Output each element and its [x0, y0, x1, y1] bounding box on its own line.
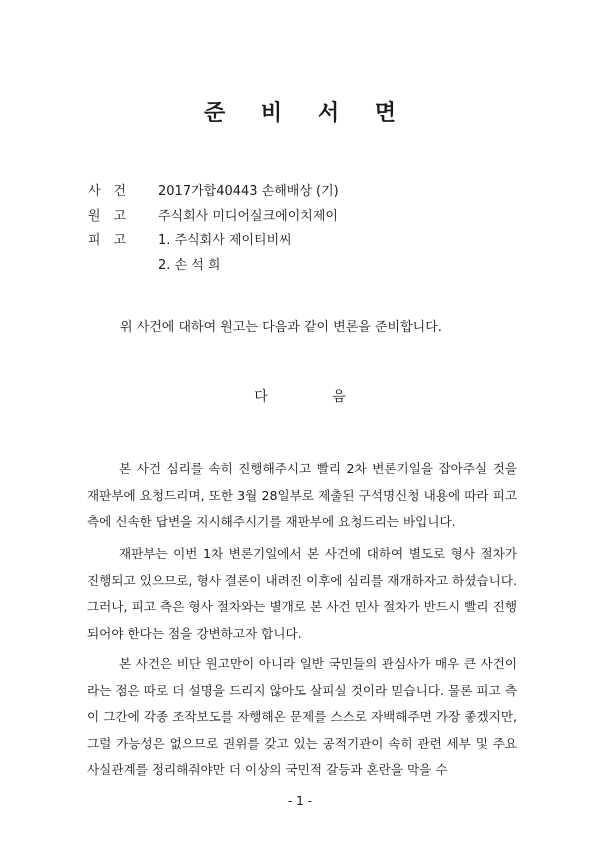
plaintiff-name: 주식회사 미디어실크에이치제이	[158, 208, 338, 224]
section-heading: 다 음	[254, 389, 376, 405]
case-label-a: 사	[88, 184, 101, 199]
paragraph-2: 재판부는 이번 1차 변론기일에서 본 사건에 대하여 별도로 형사 절차가 진행되고 있으므로, 형사 결론이 내려진 이후에 심리를 재개하자고 하셨습니다. 그러나, 피고 측은 형사 절차와는 별개로 본 사건 민사 절차가 반드시 빨리 진행되어야 한다는 점을 강변하고자 합니다.	[87, 546, 517, 641]
page-number: - 1 -	[288, 794, 312, 808]
paragraph-3: 본 사건은 비단 원고만이 아니라 일반 국민들의 관심사가 매우 큰 사건이라는 점은 따로 더 설명을 드리지 않아도 살피실 것이라 믿습니다. 물론 피고 측이 그간에 각종 조작보도를 자행해온 문제를 스스로 자백해주면 가장 좋겠지만, 그럴 가능성은 없으므로 권위를 갖고 있는 공적기관이 속히 관련 세부 및 주요 사실관계를 정리해줘야만 더 이상의 국민적 갈등과 혼란을 막을 수	[87, 656, 517, 777]
defendant-1: 1. 주식회사 제이티비씨	[158, 233, 292, 248]
defendant-2: 2. 손 석 희	[158, 257, 221, 273]
plaintiff-label-b: 고	[113, 208, 126, 224]
paragraph-1: 본 사건 심리를 속히 진행해주시고 빨리 2차 변론기일을 잡아주실 것을 재판부에 요청드리며, 또한 3월 28일부로 제출된 구석명신청 내용에 따라 피고 측에 신속한 답변을 지시해주시기를 재판부에 요청드리는 바입니다.	[87, 461, 517, 529]
case-number: 2017가합40443 손해배상 (기)	[158, 184, 339, 199]
case-row	[88, 180, 339, 205]
parties-block	[88, 180, 339, 278]
defendant-label-b: 고	[113, 233, 126, 248]
document-title: 준 비 서 면	[204, 101, 410, 126]
intro-statement: 위 사건에 대하여 원고는 다음과 같이 변론을 준비합니다.	[120, 320, 442, 335]
case-label-b: 건	[113, 184, 126, 199]
defendant-row	[88, 229, 339, 254]
defendant-label-a: 피	[88, 233, 101, 248]
plaintiff-row	[88, 205, 339, 230]
defendant-row-2	[88, 254, 339, 279]
plaintiff-label-a: 원	[88, 208, 101, 224]
